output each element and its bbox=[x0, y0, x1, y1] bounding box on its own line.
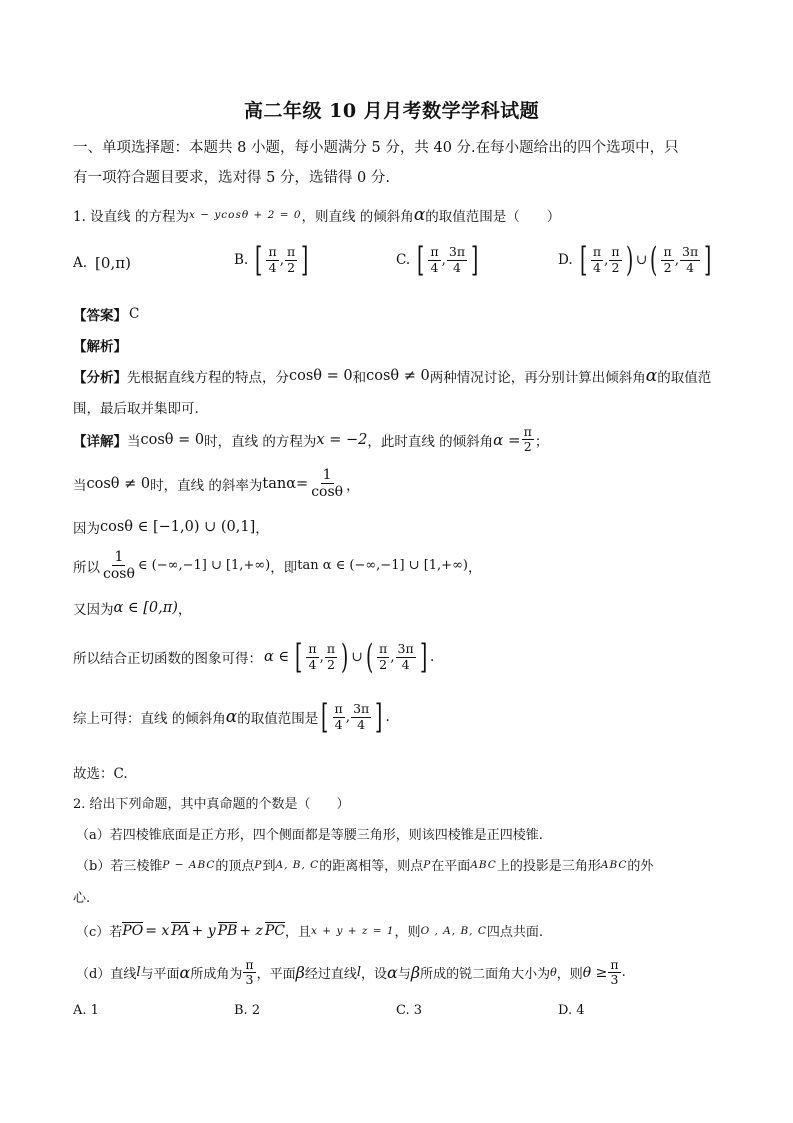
q1-option-d-rparen: ) bbox=[625, 240, 633, 280]
xiangjie-line-6: 所以结合正切函数的图象可得： α ∈ [ $\frac{\pi}{4}$ , $\frac{\pi}{2}$ ) ∪ ( $\frac{\pi}{2}$ , $\frac{3\pi}{4}$ ] . bbox=[73, 637, 435, 677]
q1-option-c-frac-1: $\frac{\pi}{4}$ bbox=[430, 244, 439, 275]
q2-d-end: . bbox=[621, 965, 626, 981]
q2-b-text-4: 的距离相等，则点 bbox=[319, 859, 424, 874]
q2-d-text-4: ，平面 bbox=[256, 967, 296, 983]
xj4-math-1: ∈ (−∞,−1] ∪ [1,+∞) bbox=[137, 558, 271, 574]
fenxi-tag: 【分析】 bbox=[73, 370, 127, 386]
q1-option-b-frac-2: $\frac{\pi}{2}$ bbox=[287, 244, 296, 275]
q1-option-d-rbracket: ] bbox=[704, 240, 712, 280]
q1-option-b-frac-1: $\frac{\pi}{4}$ bbox=[268, 244, 277, 275]
q1-option-c-lbracket: [ bbox=[417, 240, 425, 280]
q1-option-a-label: A. bbox=[73, 255, 88, 271]
xj7-rbracket: ] bbox=[375, 697, 383, 737]
xj6-lparen: ( bbox=[365, 637, 373, 677]
q2-d-text-5: 经过直线 bbox=[304, 967, 357, 983]
q1-option-c-rbracket: ] bbox=[471, 240, 479, 280]
q1-option-b-label: B. bbox=[234, 252, 249, 268]
xj7-frac-1: $\frac{\pi}{4}$ bbox=[334, 701, 343, 732]
q1-option-d-lbracket: [ bbox=[579, 240, 587, 280]
q2-d-frac-1: $\frac{\pi}{3}$ bbox=[245, 957, 254, 988]
xj1-equation: x = −2 bbox=[316, 431, 368, 448]
xj6-rbracket: ] bbox=[419, 637, 427, 677]
xj6-text: 所以结合正切函数的图象可得： bbox=[73, 651, 262, 667]
xj6-frac-4: $\frac{3\pi}{4}$ bbox=[397, 641, 414, 672]
xj2-tan: tanα= bbox=[262, 475, 309, 492]
q2-prop-d bbox=[76, 958, 626, 988]
q2-b-text-5: 在平面 bbox=[431, 859, 471, 874]
xj7-end: . bbox=[385, 709, 390, 725]
xj1-text-b: 时，直线 的方程为 bbox=[204, 433, 317, 450]
xj7-lbracket: [ bbox=[321, 697, 329, 737]
q2-d-alpha: α bbox=[179, 963, 191, 983]
xiangjie-line-1 bbox=[73, 425, 548, 455]
q2-prop-c bbox=[76, 921, 543, 940]
xiangjie-line-3 bbox=[73, 517, 269, 537]
fenxi-text-c: 的取值范 bbox=[657, 370, 712, 386]
q2-prop-b-cont: 心. bbox=[73, 891, 91, 906]
q1-option-c-label: C. bbox=[396, 252, 411, 268]
xj6-frac-3: $\frac{\pi}{2}$ bbox=[378, 641, 388, 672]
xj7-alpha: α bbox=[225, 707, 238, 727]
q2-c-vec-po: PO bbox=[122, 923, 144, 940]
q2-c-vec-pa: PA bbox=[171, 923, 190, 940]
page-title: 高二年级 10 月月考数学学科试题 bbox=[244, 100, 540, 122]
q2-c-vec-pb: PB bbox=[217, 923, 238, 940]
q1-option-d-cup: ∪ bbox=[635, 252, 648, 268]
q2-d-text-9: ，则 bbox=[556, 967, 583, 983]
xj3-end: ， bbox=[255, 521, 269, 537]
q1-option-b-rbracket: ] bbox=[301, 240, 309, 280]
section-instructions-line-2: 有一项符合题目要求，选对得 5 分，选错得 0 分. bbox=[73, 170, 390, 186]
q2-c-vec-pc: PC bbox=[264, 923, 286, 940]
xj6-rparen: ) bbox=[341, 637, 349, 677]
q2-c-plus-2: + z bbox=[239, 922, 263, 939]
q1-stem-part-b: ，则直线 的倾斜角 bbox=[301, 209, 414, 225]
xj4-text-b: ，即 bbox=[270, 559, 298, 576]
q1-stem-part-c: 的取值范围是（ ） bbox=[425, 209, 561, 225]
q1-conclusion: 故选：C. bbox=[73, 766, 128, 782]
xj5-text: 又因为 bbox=[73, 602, 114, 618]
q1-option-d-lparen: ( bbox=[650, 240, 658, 280]
q2-b-text-7: 的外 bbox=[627, 859, 654, 874]
q1-option-a-text: [0,π) bbox=[95, 254, 131, 272]
q2-c-text-1: （c）若 bbox=[76, 925, 123, 940]
q1-option-d-frac-1: $\frac{\pi}{4}$ bbox=[592, 244, 602, 275]
q2-c-oabc: O , A, B, C bbox=[420, 924, 487, 937]
q2-b-p2: P bbox=[423, 858, 432, 871]
q2-c-xyz: x + y + z = 1 bbox=[311, 924, 395, 937]
q1-option-d-label: D. bbox=[558, 252, 573, 268]
q2-b-p: P bbox=[254, 858, 263, 871]
xj6-alpha: α ∈ bbox=[264, 649, 290, 665]
q1-option-d[interactable]: D. [ $\frac{\pi}{4}$ , $\frac{\pi}{2}$ ) ∪ ( $\frac{\pi}{2}$ , $\frac{3\pi}{4}$ ] bbox=[558, 240, 712, 280]
q2-d-text-2: 与平面 bbox=[140, 967, 180, 983]
q2-c-eq: = x bbox=[145, 922, 170, 939]
q1-option-c[interactable]: C. [ $\frac{\pi}{4}$ , $\frac{3\pi}{4}$ ] bbox=[396, 240, 479, 280]
xj4-frac: $\frac{1}{\cos\theta}$ bbox=[103, 549, 135, 583]
xj2-end: ， bbox=[346, 477, 360, 494]
xj4-math-2: tan α ∈ (−∞,−1] ∪ [1,+∞) bbox=[297, 558, 468, 574]
answer-tag: 【答案】 bbox=[73, 308, 127, 324]
q2-c-text-2: ，且 bbox=[285, 925, 312, 940]
xj1-text-a: 当 bbox=[127, 433, 141, 450]
xj2-text-a: 当 bbox=[73, 477, 87, 494]
q2-d-text-6: ，设 bbox=[361, 967, 388, 983]
xj6-cup: ∪ bbox=[351, 649, 363, 665]
q2-d-l: l bbox=[136, 965, 141, 981]
fenxi-line-2: 围，最后取并集即可. bbox=[73, 401, 199, 417]
q2-b-abc2: ABC bbox=[470, 858, 497, 871]
xiangjie-line-5 bbox=[73, 598, 191, 618]
fenxi-text-a: 先根据直线方程的特点，分 bbox=[127, 370, 289, 386]
fenxi-line-1 bbox=[73, 366, 711, 386]
xj2-frac: $\frac{1}{\cos\theta}$ bbox=[311, 467, 344, 501]
q2-b-text-2: 的顶点 bbox=[215, 859, 255, 874]
xiangjie-line-2 bbox=[73, 467, 360, 500]
q1-stem-part-a: 1. 设直线 的方程为 bbox=[73, 209, 189, 225]
xiangjie-line-7: 综上可得：直线 的倾斜角 α 的取值范围是 [ $\frac{\pi}{4}$ , $\frac{3\pi}{4}$ ] . bbox=[73, 697, 390, 737]
q2-b-text-1: （b）若三棱锥 bbox=[76, 859, 163, 874]
analysis-tag: 【解析】 bbox=[73, 339, 127, 355]
fenxi-cos-nonzero: cosθ ≠ 0 bbox=[366, 368, 430, 384]
q2-option-d[interactable]: D. 4 bbox=[558, 1003, 585, 1018]
q1-stem bbox=[73, 205, 560, 225]
xj4-text-a: 所以 bbox=[73, 559, 100, 576]
q2-d-text-1: （d）直线 bbox=[76, 967, 137, 983]
q1-answer bbox=[73, 304, 139, 324]
xj3-math: cosθ ∈ [−1,0) ∪ (0,1] bbox=[100, 519, 256, 535]
xj3-text: 因为 bbox=[73, 521, 100, 537]
q1-option-c-frac-2: $\frac{3\pi}{4}$ bbox=[448, 244, 466, 275]
answer-value: C bbox=[129, 306, 140, 322]
q2-b-pabc: P − ABC bbox=[162, 858, 216, 871]
xiangjie-tag: 【详解】 bbox=[73, 433, 127, 450]
xj4-end: ， bbox=[467, 559, 482, 576]
xj5-end: ， bbox=[177, 602, 192, 618]
xj1-frac: $\frac{\pi}{2}$ bbox=[523, 424, 532, 455]
xj6-frac-1: $\frac{\pi}{4}$ bbox=[308, 641, 317, 672]
fenxi-alpha: α bbox=[645, 366, 658, 386]
q2-c-text-4: 四点共面. bbox=[486, 925, 544, 940]
q2-option-a[interactable]: A. 1 bbox=[73, 1003, 99, 1018]
q2-d-l2: l bbox=[356, 965, 362, 981]
xj1-cos-zero: cosθ = 0 bbox=[140, 431, 205, 448]
xj6-frac-2: $\frac{\pi}{2}$ bbox=[326, 641, 336, 672]
xj6-lbracket: [ bbox=[295, 637, 303, 677]
q2-d-text-3: 所成角为 bbox=[190, 967, 243, 983]
q2-d-alpha-2: α bbox=[387, 963, 398, 983]
q2-b-text-6: 上的投影是三角形 bbox=[496, 859, 601, 874]
xj1-alpha-eq: α = bbox=[493, 430, 521, 449]
q2-option-b[interactable]: B. 2 bbox=[234, 1003, 261, 1018]
q2-d-ge: θ ≥ bbox=[582, 964, 608, 981]
xj7-text-b: 的取值范围是 bbox=[237, 711, 319, 727]
xj1-end: ； bbox=[534, 433, 549, 450]
q2-stem: 2. 给出下列命题，其中真命题的个数是（ ） bbox=[73, 797, 350, 812]
q2-prop-b bbox=[76, 855, 653, 874]
q2-d-theta: θ bbox=[550, 966, 557, 980]
q2-b-abc: A, B, C bbox=[275, 858, 320, 871]
q2-prop-a: （a）若四棱锥底面是正方形，四个侧面都是等腰三角形，则该四棱锥是正四棱锥. bbox=[76, 828, 543, 843]
q1-option-d-frac-4: $\frac{3\pi}{4}$ bbox=[682, 244, 699, 275]
fenxi-cos-zero: cosθ = 0 bbox=[289, 368, 353, 384]
fenxi-he: 和 bbox=[352, 370, 367, 386]
q2-b-abc3: ABC bbox=[600, 858, 628, 871]
q1-option-d-frac-3: $\frac{\pi}{2}$ bbox=[663, 244, 672, 275]
xiangjie-line-4 bbox=[73, 549, 481, 582]
xj6-end: . bbox=[429, 649, 435, 665]
q2-d-beta-2: β bbox=[410, 963, 421, 983]
q2-d-frac-2: $\frac{\pi}{3}$ bbox=[610, 957, 619, 988]
xj7-frac-2: $\frac{3\pi}{4}$ bbox=[353, 701, 370, 732]
q1-option-b[interactable]: B. [ $\frac{\pi}{4}$ , $\frac{\pi}{2}$ ] bbox=[234, 240, 309, 280]
q2-b-text-3: 到 bbox=[262, 859, 276, 874]
xj2-text-b: 时，直线 的斜率为 bbox=[150, 477, 263, 494]
xj7-text-a: 综上可得：直线 的倾斜角 bbox=[73, 711, 226, 727]
xj2-cos-nonzero: cosθ ≠ 0 bbox=[86, 475, 151, 492]
q1-option-a[interactable] bbox=[73, 254, 131, 272]
q2-c-plus-1: + y bbox=[191, 922, 216, 939]
xj5-math: α ∈ [0,π) bbox=[113, 600, 178, 616]
section-instructions-line-1: 一、单项选择题：本题共 8 小题，每小题满分 5 分，共 40 分.在每小题给出的四个选项中，只 bbox=[73, 140, 679, 156]
q1-stem-equation: x − ycosθ + 2 = 0 bbox=[188, 209, 302, 221]
q1-option-b-lbracket: [ bbox=[255, 240, 263, 280]
q1-option-d-frac-2: $\frac{\pi}{2}$ bbox=[611, 244, 620, 275]
fenxi-text-b: 两种情况讨论，再分别计算出倾斜角 bbox=[429, 370, 646, 386]
q2-d-beta: β bbox=[295, 963, 305, 983]
q2-option-c[interactable]: C. 3 bbox=[396, 1003, 423, 1018]
q2-d-text-7: 与 bbox=[397, 967, 411, 983]
q2-c-text-3: ，则 bbox=[394, 925, 421, 940]
xj1-text-c: ，此时直线 的倾斜角 bbox=[367, 433, 494, 450]
q1-stem-alpha: α bbox=[413, 205, 426, 225]
q2-d-text-8: 所成的锐二面角大小为 bbox=[420, 967, 551, 983]
